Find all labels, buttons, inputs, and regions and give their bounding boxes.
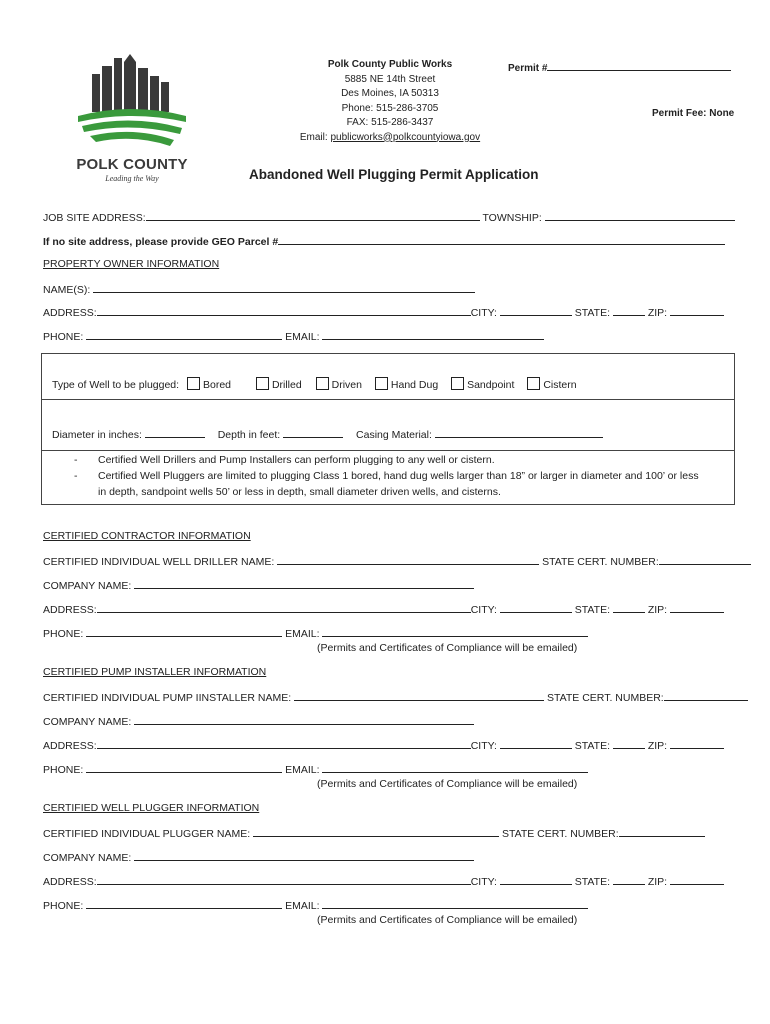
owner-state-input[interactable]: [613, 305, 645, 316]
contractor-zip-label: ZIP:: [647, 604, 668, 616]
diameter-input[interactable]: [145, 427, 205, 438]
owner-names-label: NAME(S):: [43, 284, 91, 296]
contractor-zip-input[interactable]: [670, 602, 724, 613]
plugger-state-input[interactable]: [613, 874, 645, 885]
pump-address-input[interactable]: [97, 738, 471, 749]
contractor-heading: CERTIFIED CONTRACTOR INFORMATION: [43, 530, 251, 542]
plugger-zip-input[interactable]: [670, 874, 724, 885]
pump-name-row: [43, 690, 748, 704]
pump-city-label: CITY:: [470, 740, 497, 752]
agency-name: Polk County Public Works: [327, 59, 453, 70]
contractor-city-input[interactable]: [500, 602, 572, 613]
skyline-logo-icon: [74, 52, 190, 152]
driller-cert-label: STATE CERT. NUMBER:: [542, 556, 659, 568]
polk-county-logo: [74, 52, 190, 188]
well-type-option: Driven: [331, 379, 362, 391]
well-type-option: Bored: [202, 379, 232, 391]
plugger-zip-label: ZIP:: [647, 876, 668, 888]
well-type-option: Hand Dug: [390, 379, 439, 391]
agency-fax: FAX: 515-286-3437: [346, 117, 434, 128]
pump-heading: CERTIFIED PUMP INSTALLER INFORMATION: [43, 666, 267, 678]
plugger-address-input[interactable]: [97, 874, 471, 885]
owner-email-input[interactable]: [322, 329, 544, 340]
contractor-address-label: ADDRESS:: [43, 604, 97, 616]
note-item: - Certified Well Pluggers are limited to plugging Class 1 bored, hand dug wells larger than 18” or larger in diameter and 100’ or less: [74, 470, 699, 482]
well-type-option: Cistern: [543, 379, 577, 391]
owner-phone-input[interactable]: [86, 329, 282, 340]
owner-address-input[interactable]: [97, 305, 471, 316]
pump-company-row: [43, 714, 474, 728]
plugger-email-note: (Permits and Certificates of Compliance will be emailed): [317, 914, 578, 926]
plugger-heading: CERTIFIED WELL PLUGGER INFORMATION: [43, 802, 260, 814]
pump-email-input[interactable]: [322, 762, 588, 773]
job-site-row: [43, 210, 735, 224]
township-label: TOWNSHIP:: [482, 212, 542, 224]
contractor-address-row: [43, 602, 724, 616]
agency-city: Des Moines, IA 50313: [341, 88, 439, 99]
pump-cert-input[interactable]: [664, 690, 748, 701]
agency-email-link[interactable]: publicworks@polkcountyiowa.gov: [330, 131, 481, 143]
owner-names-input[interactable]: [93, 282, 475, 293]
contractor-state-label: STATE:: [574, 604, 610, 616]
contractor-company-input[interactable]: [134, 578, 474, 589]
pump-name-input[interactable]: [294, 690, 544, 701]
pump-city-input[interactable]: [500, 738, 572, 749]
pump-zip-input[interactable]: [670, 738, 724, 749]
well-type-checkbox-sandpoint[interactable]: [451, 377, 464, 390]
pump-phone-label: PHONE:: [43, 764, 84, 776]
casing-label: Casing Material:: [356, 429, 432, 441]
contractor-email-note: (Permits and Certificates of Compliance will be emailed): [317, 642, 578, 654]
job-site-address-label: JOB SITE ADDRESS:: [43, 212, 146, 224]
geo-parcel-row: [43, 234, 725, 248]
pump-email-note: (Permits and Certificates of Compliance will be emailed): [317, 778, 578, 790]
note-text: in depth, sandpoint wells 50’ or less in depth, small diameter driven wells, and cisterns.: [98, 486, 501, 498]
plugger-contact-row: [43, 898, 588, 912]
plugger-company-label: COMPANY NAME:: [43, 852, 132, 864]
owner-contact-row: [43, 329, 544, 343]
contractor-contact-row: [43, 626, 588, 640]
contractor-state-input[interactable]: [613, 602, 645, 613]
well-type-label: Type of Well to be plugged:: [52, 379, 180, 391]
pump-company-label: COMPANY NAME:: [43, 716, 132, 728]
owner-city-label: CITY:: [470, 307, 497, 319]
depth-label: Depth in feet:: [217, 429, 281, 441]
note-item: [74, 484, 699, 500]
township-input[interactable]: [545, 210, 735, 221]
well-type-checkbox-bored[interactable]: [187, 377, 200, 390]
agency-email-line: [280, 131, 500, 146]
box-divider: [42, 399, 734, 400]
pump-state-input[interactable]: [613, 738, 645, 749]
plugger-company-input[interactable]: [134, 850, 474, 861]
well-type-option: Drilled: [271, 379, 302, 391]
plugger-address-label: ADDRESS:: [43, 876, 97, 888]
plugger-email-label: EMAIL:: [285, 900, 320, 912]
driller-cert-input[interactable]: [659, 554, 751, 565]
plugger-name-row: [43, 826, 705, 840]
owner-zip-label: ZIP:: [647, 307, 668, 319]
pump-company-input[interactable]: [134, 714, 474, 725]
agency-street: 5885 NE 14th Street: [344, 73, 436, 85]
owner-zip-input[interactable]: [670, 305, 724, 316]
pump-name-label: CERTIFIED INDIVIDUAL PUMP IINSTALLER NAME:: [43, 692, 292, 704]
well-type-checkbox-cistern[interactable]: [527, 377, 540, 390]
note-text: Certified Well Pluggers are limited to plugging Class 1 bored, hand dug wells larger than 18” or larger in diameter and 100’ or less: [98, 470, 699, 482]
depth-input[interactable]: [283, 427, 343, 438]
contractor-phone-label: PHONE:: [43, 628, 84, 640]
note-text: Certified Well Drillers and Pump Installers can perform plugging to any well or cistern.: [98, 454, 495, 466]
contractor-name-row: [43, 554, 751, 568]
owner-heading: PROPERTY OWNER INFORMATION: [43, 258, 220, 270]
plugger-phone-input[interactable]: [86, 898, 282, 909]
pump-email-label: EMAIL:: [285, 764, 320, 776]
box-divider: [42, 450, 734, 451]
pump-cert-label: STATE CERT. NUMBER:: [547, 692, 664, 704]
well-type-option: Sandpoint: [467, 379, 515, 391]
plugger-cert-input[interactable]: [619, 826, 705, 837]
casing-input[interactable]: [435, 427, 603, 438]
job-site-address-input[interactable]: [146, 210, 480, 221]
agency-email-label: Email:: [299, 131, 328, 143]
owner-email-label: EMAIL:: [285, 331, 320, 343]
contractor-phone-input[interactable]: [86, 626, 282, 637]
owner-city-input[interactable]: [500, 305, 572, 316]
well-dimensions-row: [52, 427, 603, 441]
well-type-checkbox-drilled[interactable]: [256, 377, 269, 390]
contractor-company-row: [43, 578, 474, 592]
driller-name-input[interactable]: [277, 554, 539, 565]
geo-parcel-label: If no site address, please provide GEO Parcel #: [43, 236, 279, 248]
plugger-cert-label: STATE CERT. NUMBER:: [501, 828, 619, 840]
permit-fee: Permit Fee: None: [652, 108, 735, 119]
owner-address-row: [43, 305, 724, 319]
well-type-checkbox-driven[interactable]: [316, 377, 329, 390]
permit-number-field: [508, 60, 731, 74]
plugger-city-input[interactable]: [500, 874, 572, 885]
pump-address-label: ADDRESS:: [43, 740, 97, 752]
logo-tagline: Leading the Way: [105, 174, 159, 183]
logo-text: POLK COUNTY: [76, 156, 188, 173]
well-type-row: [52, 377, 577, 391]
contractor-city-label: CITY:: [470, 604, 497, 616]
plugger-state-label: STATE:: [574, 876, 610, 888]
form-title: Abandoned Well Plugging Permit Application: [249, 167, 539, 182]
plugger-name-label: CERTIFIED INDIVIDUAL PLUGGER NAME:: [43, 828, 251, 840]
owner-state-label: STATE:: [574, 307, 610, 319]
geo-parcel-input[interactable]: [278, 234, 725, 245]
pump-zip-label: ZIP:: [647, 740, 668, 752]
owner-names-row: [43, 282, 475, 296]
contractor-address-input[interactable]: [97, 602, 471, 613]
contractor-email-input[interactable]: [322, 626, 588, 637]
driller-name-label: CERTIFIED INDIVIDUAL WELL DRILLER NAME:: [43, 556, 275, 568]
pump-address-row: [43, 738, 724, 752]
owner-address-label: ADDRESS:: [43, 307, 97, 319]
well-type-checkbox-hand-dug[interactable]: [375, 377, 388, 390]
permit-number-input[interactable]: [547, 60, 731, 71]
well-info-box: [41, 353, 735, 505]
pump-state-label: STATE:: [574, 740, 610, 752]
permit-number-label: Permit #: [508, 63, 548, 74]
pump-contact-row: [43, 762, 588, 776]
contractor-email-label: EMAIL:: [285, 628, 320, 640]
plugger-city-label: CITY:: [470, 876, 497, 888]
plugger-email-input[interactable]: [322, 898, 588, 909]
plugger-company-row: [43, 850, 474, 864]
plugger-phone-label: PHONE:: [43, 900, 84, 912]
contractor-company-label: COMPANY NAME:: [43, 580, 132, 592]
plugger-name-input[interactable]: [253, 826, 499, 837]
agency-address-block: [280, 58, 500, 145]
agency-phone: Phone: 515-286-3705: [341, 102, 439, 114]
note-item: - Certified Well Drillers and Pump Installers can perform plugging to any well or cistern.: [74, 454, 495, 466]
diameter-label: Diameter in inches:: [52, 429, 142, 441]
owner-phone-label: PHONE:: [43, 331, 84, 343]
pump-phone-input[interactable]: [86, 762, 282, 773]
plugger-address-row: [43, 874, 724, 888]
well-notes: [74, 452, 699, 500]
